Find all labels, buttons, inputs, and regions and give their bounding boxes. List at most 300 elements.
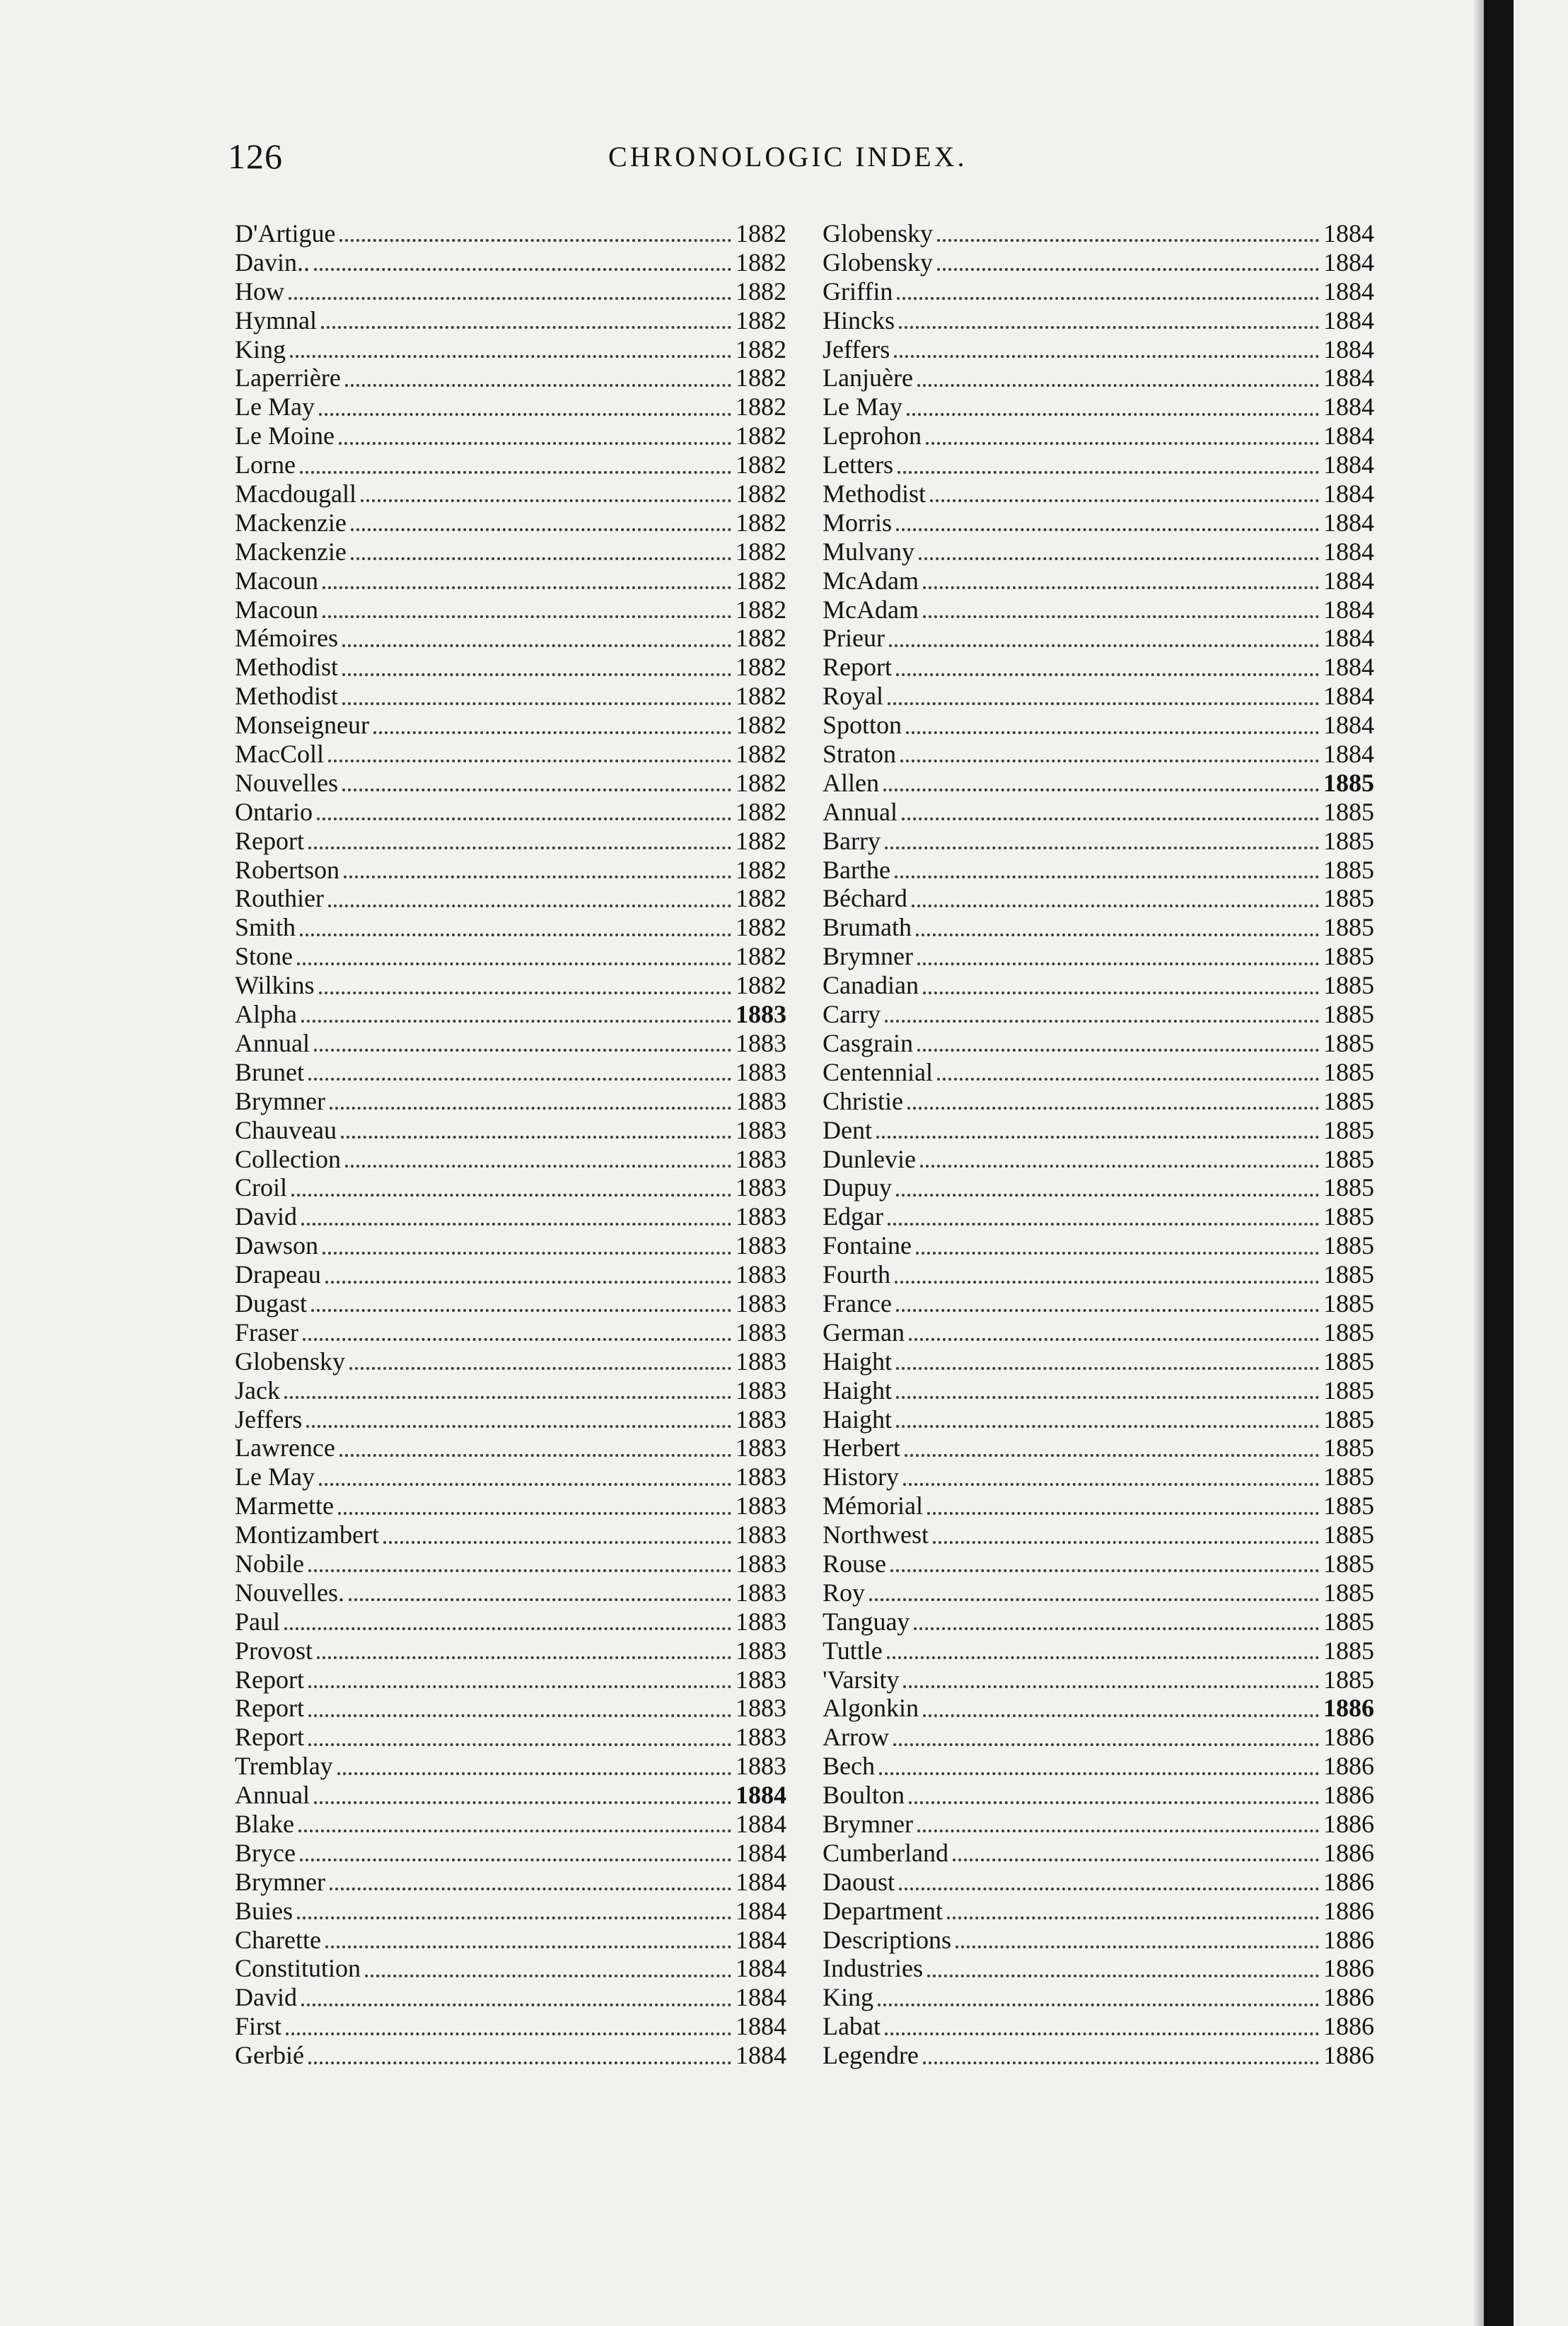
entry-title: Le May bbox=[235, 1463, 315, 1491]
entry-title: Report bbox=[235, 826, 304, 855]
dot-leader bbox=[365, 1975, 731, 1977]
dot-leader bbox=[361, 499, 731, 502]
entry-title: Jeffers bbox=[823, 335, 890, 364]
index-entry bbox=[235, 653, 786, 682]
entry-title: Arrow bbox=[823, 1723, 889, 1752]
entry-year: 1885 bbox=[1323, 1000, 1374, 1029]
entry-year: 1885 bbox=[1323, 1231, 1374, 1260]
index-entry bbox=[235, 1202, 786, 1231]
dot-leader bbox=[899, 1888, 1319, 1890]
entry-year: 1884 bbox=[1323, 421, 1374, 450]
entry-year: 1882 bbox=[736, 913, 786, 942]
dot-leader bbox=[308, 1685, 731, 1688]
index-entry bbox=[235, 1839, 786, 1868]
index-entry bbox=[823, 1376, 1374, 1405]
entry-title: Legendre bbox=[823, 2041, 919, 2070]
index-entry bbox=[823, 1318, 1374, 1347]
entry-title: Methodist bbox=[823, 479, 927, 508]
entry-title: Fourth bbox=[823, 1260, 891, 1289]
entry-title: Morris bbox=[823, 508, 892, 537]
index-entry bbox=[823, 1173, 1374, 1202]
entry-title: Royal bbox=[823, 682, 883, 711]
entry-title: Daoust bbox=[823, 1867, 895, 1896]
entry-title: Annual bbox=[235, 1781, 310, 1810]
entry-year: 1885 bbox=[1323, 942, 1374, 971]
dot-leader bbox=[325, 1281, 731, 1284]
dot-leader bbox=[330, 1888, 731, 1890]
entry-year: 1885 bbox=[1323, 1491, 1374, 1520]
entry-year: 1886 bbox=[1323, 2041, 1374, 2070]
entry-year: 1882 bbox=[736, 335, 786, 364]
index-entry bbox=[823, 1607, 1374, 1636]
entry-title: Brunet bbox=[235, 1057, 304, 1086]
index-entry bbox=[235, 335, 786, 364]
index-entry bbox=[823, 711, 1374, 740]
index-entry bbox=[235, 624, 786, 653]
entry-year: 1885 bbox=[1323, 1463, 1374, 1491]
entry-title: Monseigneur bbox=[235, 711, 369, 740]
entry-title: Ontario bbox=[235, 797, 313, 826]
entry-year: 1883 bbox=[736, 1405, 786, 1434]
dot-leader bbox=[916, 934, 1319, 936]
entry-year: 1882 bbox=[736, 566, 786, 595]
entry-year: 1885 bbox=[1323, 1520, 1374, 1549]
entry-year: 1883 bbox=[736, 1173, 786, 1202]
entry-year: 1885 bbox=[1323, 1347, 1374, 1376]
index-entry bbox=[823, 1694, 1374, 1723]
dot-leader bbox=[308, 1569, 731, 1572]
entry-year: 1882 bbox=[736, 306, 786, 335]
entry-title: Mémorial bbox=[823, 1491, 923, 1520]
dot-leader bbox=[883, 789, 1319, 791]
entry-title: Tremblay bbox=[235, 1752, 333, 1781]
entry-title: Griffin bbox=[823, 277, 893, 306]
dot-leader bbox=[303, 1338, 731, 1341]
dot-leader bbox=[916, 1252, 1319, 1255]
dot-leader bbox=[927, 1512, 1319, 1515]
index-entry bbox=[823, 2012, 1374, 2041]
index-column-left bbox=[235, 219, 786, 2070]
index-entry bbox=[235, 1231, 786, 1260]
entry-title: Lorne bbox=[235, 450, 296, 479]
entry-year: 1884 bbox=[1323, 335, 1374, 364]
entry-year: 1885 bbox=[1323, 1376, 1374, 1405]
dot-leader bbox=[920, 1165, 1319, 1168]
index-entry bbox=[823, 1491, 1374, 1520]
dot-leader bbox=[869, 1598, 1319, 1601]
index-entry bbox=[235, 1549, 786, 1578]
dot-leader bbox=[323, 586, 731, 589]
entry-title: Methodist bbox=[235, 682, 339, 711]
index-entry bbox=[235, 971, 786, 1000]
entry-year: 1884 bbox=[736, 1809, 786, 1838]
dot-leader bbox=[885, 1020, 1319, 1023]
entry-title: Tanguay bbox=[823, 1607, 910, 1636]
entry-year: 1883 bbox=[736, 1694, 786, 1723]
entry-title: Nouvelles bbox=[235, 768, 338, 797]
entry-year: 1883 bbox=[736, 1347, 786, 1376]
entry-title: Macdougall bbox=[235, 479, 356, 508]
index-entry bbox=[823, 364, 1374, 392]
entry-year: 1885 bbox=[1323, 768, 1374, 797]
dot-leader bbox=[328, 760, 731, 762]
dot-leader bbox=[351, 528, 731, 531]
entry-title: Béchard bbox=[823, 884, 907, 913]
index-entry bbox=[823, 769, 1374, 798]
entry-year: 1885 bbox=[1323, 913, 1374, 942]
index-entry bbox=[235, 1520, 786, 1549]
entry-year: 1884 bbox=[1323, 508, 1374, 537]
index-entry bbox=[823, 1578, 1374, 1607]
dot-leader bbox=[885, 2033, 1319, 2035]
entry-title: McAdam bbox=[823, 566, 919, 595]
index-entry bbox=[235, 913, 786, 942]
entry-year: 1882 bbox=[736, 248, 786, 277]
entry-title: McAdam bbox=[823, 595, 919, 624]
dot-leader bbox=[325, 1946, 731, 1948]
entry-title: Gerbié bbox=[235, 2041, 304, 2070]
entry-title: Lanjuère bbox=[823, 364, 913, 392]
index-entry bbox=[823, 1636, 1374, 1665]
dot-leader bbox=[909, 1801, 1319, 1804]
index-entry bbox=[235, 740, 786, 769]
dot-leader bbox=[301, 2004, 731, 2006]
entry-year: 1883 bbox=[736, 1491, 786, 1520]
index-entry bbox=[823, 1723, 1374, 1752]
dot-leader bbox=[300, 934, 731, 936]
entry-year: 1885 bbox=[1323, 1607, 1374, 1636]
index-entry bbox=[823, 1781, 1374, 1810]
dot-leader bbox=[349, 1598, 731, 1601]
index-entry bbox=[235, 2012, 786, 2041]
entry-year: 1882 bbox=[736, 277, 786, 306]
index-entry bbox=[823, 306, 1374, 335]
entry-title: France bbox=[823, 1289, 892, 1318]
entry-title: David bbox=[235, 1983, 297, 2012]
entry-title: History bbox=[823, 1463, 899, 1491]
dot-leader bbox=[290, 355, 731, 358]
index-entry bbox=[235, 1694, 786, 1723]
entry-year: 1882 bbox=[736, 537, 786, 566]
entry-year: 1882 bbox=[736, 392, 786, 421]
dot-leader bbox=[373, 731, 731, 734]
entry-title: Dugast bbox=[235, 1289, 307, 1318]
dot-leader bbox=[284, 1396, 731, 1399]
dot-leader bbox=[893, 1743, 1319, 1746]
index-entry bbox=[235, 1723, 786, 1752]
entry-year: 1884 bbox=[1323, 248, 1374, 277]
entry-year: 1886 bbox=[1323, 1694, 1374, 1723]
entry-title: Roy bbox=[823, 1578, 866, 1607]
entry-year: 1884 bbox=[1323, 537, 1374, 566]
dot-leader bbox=[314, 268, 731, 271]
entry-year: 1885 bbox=[1323, 1057, 1374, 1086]
dot-leader bbox=[953, 1859, 1319, 1861]
dot-leader bbox=[903, 1483, 1319, 1486]
dot-leader bbox=[923, 2062, 1319, 2064]
dot-leader bbox=[344, 876, 731, 878]
dot-leader bbox=[308, 1078, 731, 1081]
entry-title: Macoun bbox=[235, 595, 318, 624]
dot-leader bbox=[912, 905, 1319, 907]
index-entry bbox=[235, 769, 786, 798]
index-entry bbox=[235, 1029, 786, 1058]
dot-leader bbox=[887, 1656, 1319, 1659]
dot-leader bbox=[341, 1136, 731, 1139]
entry-year: 1885 bbox=[1323, 1578, 1374, 1607]
entry-year: 1884 bbox=[1323, 711, 1374, 740]
index-entry bbox=[235, 1810, 786, 1839]
entry-year: 1884 bbox=[1323, 277, 1374, 306]
dot-leader bbox=[927, 1975, 1319, 1977]
dot-leader bbox=[896, 528, 1319, 531]
entry-title: Brymner bbox=[823, 1809, 913, 1838]
dot-leader bbox=[301, 1020, 731, 1023]
entry-year: 1882 bbox=[736, 855, 786, 884]
entry-title: Prieur bbox=[823, 624, 885, 653]
entry-title: Dunlevie bbox=[823, 1144, 916, 1173]
entry-year: 1882 bbox=[736, 595, 786, 624]
binding-shadow bbox=[1473, 0, 1484, 2326]
entry-year: 1885 bbox=[1323, 1173, 1374, 1202]
entry-title: Le May bbox=[235, 392, 315, 421]
entry-title: Montizambert bbox=[235, 1520, 379, 1549]
dot-leader bbox=[899, 326, 1319, 329]
dot-leader bbox=[930, 499, 1319, 502]
entry-title: Hymnal bbox=[235, 306, 317, 335]
index-entry bbox=[823, 479, 1374, 508]
index-entry bbox=[823, 248, 1374, 277]
index-entry bbox=[235, 392, 786, 421]
dot-leader bbox=[339, 1454, 731, 1457]
entry-title: Fraser bbox=[235, 1318, 298, 1347]
index-entry bbox=[823, 392, 1374, 421]
dot-leader bbox=[879, 1772, 1319, 1775]
dot-leader bbox=[889, 644, 1319, 647]
dot-leader bbox=[897, 297, 1319, 300]
entry-title: Annual bbox=[823, 797, 898, 826]
entry-year: 1884 bbox=[1323, 392, 1374, 421]
dot-leader bbox=[909, 1338, 1319, 1341]
dot-leader bbox=[328, 905, 731, 907]
entry-year: 1882 bbox=[736, 884, 786, 913]
dot-leader bbox=[917, 1830, 1319, 1832]
entry-title: Brymner bbox=[823, 942, 913, 971]
dot-leader bbox=[890, 1569, 1319, 1572]
entry-year: 1886 bbox=[1323, 1809, 1374, 1838]
index-entry bbox=[235, 1781, 786, 1810]
entry-title: Canadian bbox=[823, 971, 919, 1000]
entry-year: 1884 bbox=[736, 1896, 786, 1925]
entry-title: Northwest bbox=[823, 1520, 929, 1549]
entry-title: Industries bbox=[823, 1954, 923, 1983]
page-number: 126 bbox=[228, 136, 283, 176]
entry-title: MacColl bbox=[235, 740, 324, 769]
index-entry bbox=[235, 1058, 786, 1087]
entry-title: Drapeau bbox=[235, 1260, 321, 1289]
dot-leader bbox=[896, 1425, 1319, 1428]
index-entry bbox=[823, 508, 1374, 537]
entry-title: Letters bbox=[823, 450, 893, 479]
index-entry bbox=[235, 1260, 786, 1289]
entry-year: 1882 bbox=[736, 624, 786, 653]
index-entry bbox=[235, 1636, 786, 1665]
dot-leader bbox=[342, 702, 731, 705]
dot-leader bbox=[947, 1917, 1319, 1919]
entry-title: Routhier bbox=[235, 884, 324, 913]
index-entry bbox=[823, 1000, 1374, 1029]
entry-year: 1884 bbox=[736, 1781, 786, 1810]
entry-title: Wilkins bbox=[235, 971, 315, 1000]
entry-year: 1882 bbox=[736, 450, 786, 479]
entry-year: 1884 bbox=[1323, 740, 1374, 769]
dot-leader bbox=[895, 1281, 1319, 1284]
index-entry bbox=[235, 884, 786, 913]
entry-title: Buies bbox=[235, 1896, 294, 1925]
entry-title: Labat bbox=[823, 2012, 881, 2041]
index-entry bbox=[235, 1405, 786, 1434]
entry-title: Robertson bbox=[235, 855, 339, 884]
entry-title: Mackenzie bbox=[235, 508, 347, 537]
entry-title: Brymner bbox=[235, 1086, 325, 1115]
entry-title: Edgar bbox=[823, 1202, 883, 1231]
entry-year: 1882 bbox=[736, 711, 786, 740]
index-entry bbox=[823, 335, 1374, 364]
index-entry bbox=[235, 1983, 786, 2012]
entry-year: 1885 bbox=[1323, 797, 1374, 826]
entry-title: Carry bbox=[823, 1000, 881, 1029]
entry-year: 1885 bbox=[1323, 826, 1374, 855]
index-entry bbox=[823, 1260, 1374, 1289]
dot-leader bbox=[914, 1627, 1319, 1630]
entry-year: 1884 bbox=[736, 1867, 786, 1896]
dot-leader bbox=[900, 760, 1319, 762]
entry-title: Tuttle bbox=[823, 1636, 883, 1665]
entry-year: 1886 bbox=[1323, 1925, 1374, 1954]
index-entry bbox=[235, 1491, 786, 1520]
dot-leader bbox=[311, 1309, 731, 1312]
dot-leader bbox=[323, 615, 731, 618]
index-entry bbox=[235, 1752, 786, 1781]
entry-year: 1885 bbox=[1323, 1318, 1374, 1347]
entry-year: 1885 bbox=[1323, 1434, 1374, 1463]
entry-year: 1883 bbox=[736, 1665, 786, 1694]
index-entry bbox=[823, 827, 1374, 856]
entry-title: Centennial bbox=[823, 1057, 933, 1086]
entry-title: Provost bbox=[235, 1636, 313, 1665]
entry-title: First bbox=[235, 2012, 282, 2041]
dot-leader bbox=[314, 1801, 731, 1804]
dot-leader bbox=[896, 1194, 1319, 1197]
entry-title: Collection bbox=[235, 1144, 341, 1173]
entry-year: 1885 bbox=[1323, 1289, 1374, 1318]
index-entry bbox=[235, 942, 786, 971]
index-entry bbox=[235, 711, 786, 740]
entry-year: 1885 bbox=[1323, 1260, 1374, 1289]
entry-year: 1886 bbox=[1323, 1867, 1374, 1896]
dot-leader bbox=[291, 1194, 731, 1197]
entry-title: Report bbox=[235, 1694, 304, 1723]
index-entry bbox=[235, 1665, 786, 1694]
entry-year: 1883 bbox=[736, 1260, 786, 1289]
entry-title: Dent bbox=[823, 1115, 872, 1144]
index-entry bbox=[235, 1463, 786, 1491]
entry-title: Nouvelles. bbox=[235, 1578, 344, 1607]
entry-year: 1883 bbox=[736, 1549, 786, 1578]
entry-year: 1885 bbox=[1323, 1115, 1374, 1144]
entry-title: Globensky bbox=[235, 1347, 345, 1376]
entry-title: Constitution bbox=[235, 1954, 361, 1983]
entry-year: 1885 bbox=[1323, 884, 1374, 913]
index-entry bbox=[823, 1926, 1374, 1955]
dot-leader bbox=[895, 876, 1319, 878]
entry-title: Bryce bbox=[235, 1838, 296, 1867]
entry-year: 1883 bbox=[736, 1723, 786, 1752]
entry-title: Davin.. bbox=[235, 248, 310, 277]
dot-leader bbox=[297, 963, 731, 965]
entry-year: 1885 bbox=[1323, 1086, 1374, 1115]
entry-year: 1883 bbox=[736, 1636, 786, 1665]
index-entry bbox=[823, 1231, 1374, 1260]
dot-leader bbox=[345, 384, 731, 387]
index-entry bbox=[235, 2041, 786, 2070]
dot-leader bbox=[338, 1512, 731, 1515]
entry-year: 1883 bbox=[736, 1578, 786, 1607]
entry-title: David bbox=[235, 1202, 297, 1231]
entry-year: 1882 bbox=[736, 797, 786, 826]
entry-title: Herbert bbox=[823, 1434, 900, 1463]
dot-leader bbox=[289, 297, 731, 300]
dot-leader bbox=[319, 992, 731, 994]
dot-leader bbox=[351, 557, 731, 560]
index-entry bbox=[235, 1434, 786, 1463]
entry-title: Le Moine bbox=[235, 421, 335, 450]
dot-leader bbox=[917, 384, 1319, 387]
entry-year: 1884 bbox=[736, 1954, 786, 1983]
index-entry bbox=[823, 277, 1374, 306]
dot-leader bbox=[330, 1107, 731, 1110]
index-entry bbox=[235, 364, 786, 392]
index-entry bbox=[823, 798, 1374, 827]
index-entry bbox=[235, 827, 786, 856]
entry-year: 1886 bbox=[1323, 1983, 1374, 2012]
index-entry bbox=[823, 884, 1374, 913]
entry-year: 1884 bbox=[736, 1983, 786, 2012]
entry-year: 1886 bbox=[1323, 1752, 1374, 1781]
index-entry bbox=[823, 740, 1374, 769]
dot-leader bbox=[323, 1252, 731, 1255]
entry-title: Blake bbox=[235, 1809, 294, 1838]
entry-year: 1884 bbox=[1323, 479, 1374, 508]
index-entry bbox=[235, 1897, 786, 1926]
entry-year: 1886 bbox=[1323, 1896, 1374, 1925]
entry-year: 1883 bbox=[736, 1434, 786, 1463]
dot-leader bbox=[308, 2062, 731, 2064]
entry-title: D'Artigue bbox=[235, 219, 336, 248]
entry-year: 1882 bbox=[736, 421, 786, 450]
entry-title: Fontaine bbox=[823, 1231, 912, 1260]
dot-leader bbox=[308, 1714, 731, 1717]
entry-title: Laperrière bbox=[235, 364, 341, 392]
entry-title: Christie bbox=[823, 1086, 903, 1115]
index-entry bbox=[823, 1810, 1374, 1839]
entry-title: Allen bbox=[823, 768, 879, 797]
index-entry bbox=[823, 1289, 1374, 1318]
index-entry bbox=[823, 566, 1374, 595]
entry-year: 1882 bbox=[736, 682, 786, 711]
dot-leader bbox=[349, 1367, 731, 1370]
entry-year: 1882 bbox=[736, 768, 786, 797]
